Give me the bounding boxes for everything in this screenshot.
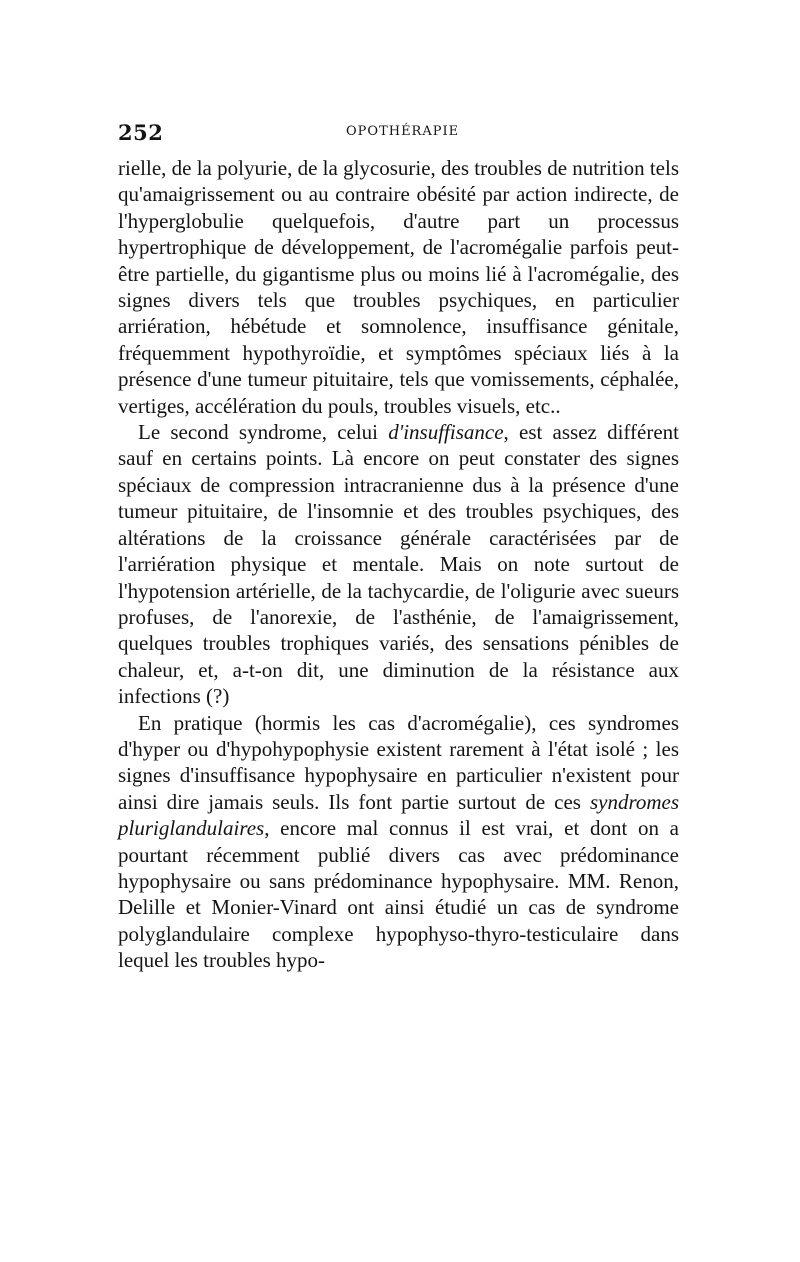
body-text	[118, 155, 679, 974]
paragraph	[118, 155, 679, 419]
text-segment: En pratique (hormis les cas d'acromégalie), ces syndromes d'hyper ou d'hypohypophysie existent rarement à l'état isolé ; les signes d'insuffisance hypophysaire en particulier n'existent pour ainsi dire jamais seuls. Ils font partie surtout de ces	[118, 710, 679, 814]
page-number: 252	[118, 120, 164, 145]
italic-term: syndromes pluriglandulaires	[118, 789, 679, 841]
paragraph	[118, 710, 679, 974]
text-segment: rielle, de la polyurie, de la glycosurie, des troubles de nutrition tels qu'amaigrissement ou au contraire obésité par action indirecte, de l'hyperglobulie quelquefois, d'autre part un processus hypertrophique de développement, de l'acromégalie parfois peut-être partielle, du gigantisme plus ou moins lié à l'acromégalie, des signes divers tels que troubles psychiques, en particulier arriération, hébétude et somnolence, insuffisance génitale, fréquemment hypothyroïdie, et symptômes spéciaux liés à la présence d'une tumeur pituitaire, tels que vomissements, céphalée, vertiges, accélération du pouls, troubles visuels, etc..	[118, 156, 680, 418]
text-segment: , encore mal connus il est vrai, et dont on a pourtant récemment publié divers cas avec prédominance hypophysaire ou sans prédominance hypophysaire. MM. Renon, Delille et Monier-Vinard ont ainsi étudié un cas de syndrome polyglandulaire complexe hypophyso-thyro-testiculaire dans lequel les troubles hypo-	[118, 816, 679, 973]
text-segment: , est assez différent sauf en certains points. Là encore on peut constater des signes spéciaux de compression intracranienne dus à la présence d'une tumeur pituitaire, de l'insomnie et des troubles psychiques, des altérations de la croissance générale caractérisées par de l'arriération physique et mentale. Mais on note surtout de l'hypotension artérielle, de la tachycardie, de l'oligurie avec sueurs profuses, de l'anorexie, de l'asthénie, de l'amaigrissement, quelques troubles trophiques variés, des sensations pénibles de chaleur, et, a-t-on dit, une diminution de la résistance aux infections (?)	[118, 420, 679, 709]
running-title: OPOTHÉRAPIE	[346, 124, 460, 139]
running-head	[118, 120, 678, 145]
text-segment: Le second syndrome, celui	[138, 420, 389, 445]
paragraph	[118, 419, 679, 709]
italic-term: d'insuffisance	[388, 420, 504, 445]
